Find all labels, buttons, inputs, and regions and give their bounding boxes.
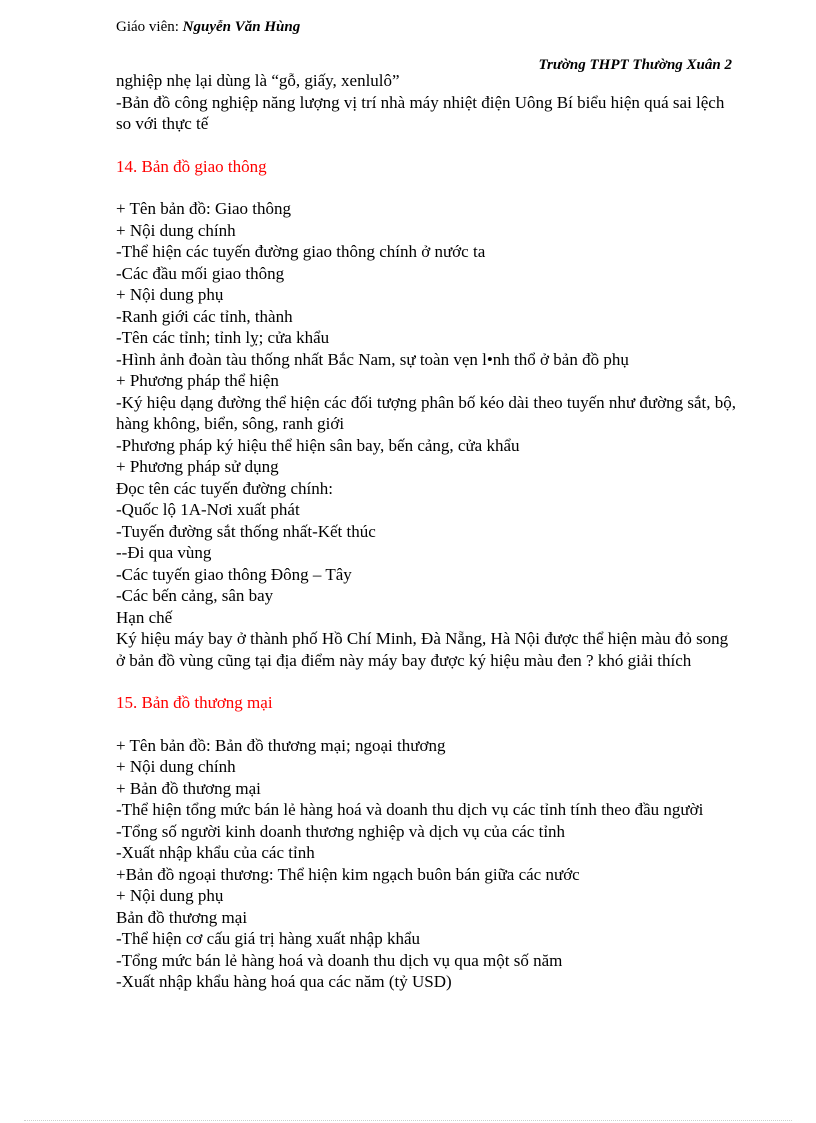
text-line: -Tuyến đường sắt thống nhất-Kết thúc	[116, 521, 376, 541]
text-line: + Nội dung phụ	[116, 886, 224, 905]
text-line: + Nội dung phụ	[116, 285, 224, 304]
text-line: -Các tuyến giao thông Đông – Tây	[116, 564, 352, 584]
text-line: + Nội dung chính	[116, 220, 236, 240]
text-line: -Tổng mức bán lẻ hàng hoá và doanh thu dịch vụ qua một số năm	[116, 950, 563, 970]
text-line: -Quốc lộ 1A-Nơi xuất phát	[116, 500, 300, 519]
text-line: -Xuất nhập khẩu hàng hoá qua các năm (tỷ USD)	[116, 972, 452, 991]
text-line: Đọc tên các tuyến đường chính:	[116, 478, 333, 498]
text-line: -Các đầu mối giao thông	[116, 263, 285, 283]
section-14-content	[116, 198, 736, 671]
text-line: + Tên bản đồ: Giao thông	[116, 199, 291, 218]
section-14-heading: 14. Bản đồ giao thông	[116, 156, 267, 176]
page-header-school: Trường THPT Thường Xuân 2	[538, 57, 732, 73]
text-line: + Bản đồ thương mại	[116, 778, 261, 798]
text-line: -Thể hiện tổng mức bán lẻ hàng hoá và doanh thu dịch vụ các tỉnh tính theo đầu người	[116, 800, 704, 819]
intro-line: nghiệp nhẹ lại dùng là “gỗ, giấy, xenlulô”	[116, 71, 400, 90]
page-header-teacher	[116, 19, 300, 36]
text-line: -Hình ảnh đoàn tàu thống nhất Bắc Nam, sự toàn vẹn l•nh thổ ở bản đồ phụ	[116, 349, 629, 369]
text-line: -Các bến cảng, sân bay	[116, 586, 274, 605]
section-15-heading: 15. Bản đồ thương mại	[116, 693, 273, 712]
text-line: Bản đồ thương mại	[116, 907, 248, 927]
text-line: --Đi qua vùng	[116, 543, 212, 562]
text-line: -Ký hiệu dạng đường thể hiện các đối tượng phân bố kéo dài theo tuyến như đường sắt, bộ, hàng không, biển, sông, ranh giới	[116, 392, 736, 433]
document-body	[116, 70, 736, 993]
text-line: Hạn chế	[116, 607, 173, 627]
text-line: -Thể hiện các tuyến đường giao thông chính ở nước ta	[116, 242, 486, 261]
text-line: + Phương pháp sử dụng	[116, 457, 279, 476]
page-bottom-rule	[24, 1120, 792, 1121]
text-line: -Tên các tỉnh; tỉnh lỵ; cửa khẩu	[116, 328, 330, 347]
text-line: -Xuất nhập khẩu của các tỉnh	[116, 843, 315, 862]
text-line: -Tổng số người kinh doanh thương nghiệp và dịch vụ của các tỉnh	[116, 821, 566, 841]
text-line: -Ranh giới các tỉnh, thành	[116, 306, 293, 326]
text-line: + Nội dung chính	[116, 757, 236, 776]
text-line: + Tên bản đồ: Bản đồ thương mại; ngoại thương	[116, 735, 446, 755]
section-15-content	[116, 735, 736, 993]
text-line: + Phương pháp thể hiện	[116, 371, 279, 390]
text-line: Ký hiệu máy bay ở thành phố Hồ Chí Minh, Đà Nẵng, Hà Nội được thể hiện màu đỏ song ở bản đồ vùng cũng tại địa điểm này máy bay được ký hiệu màu đen ? khó giải thích	[116, 629, 729, 670]
teacher-name: Nguyễn Văn Hùng	[182, 19, 301, 35]
text-line: +Bản đồ ngoại thương: Thể hiện kim ngạch buôn bán giữa các nước	[116, 864, 580, 884]
intro-line: -Bản đồ công nghiệp năng lượng vị trí nhà máy nhiệt điện Uông Bí biểu hiện quá sai lệch so với thực tế	[116, 92, 725, 133]
teacher-label: Giáo viên:	[116, 19, 183, 35]
text-line: -Phương pháp ký hiệu thể hiện sân bay, bến cảng, cửa khẩu	[116, 435, 520, 455]
text-line: -Thể hiện cơ cấu giá trị hàng xuất nhập khẩu	[116, 929, 421, 948]
